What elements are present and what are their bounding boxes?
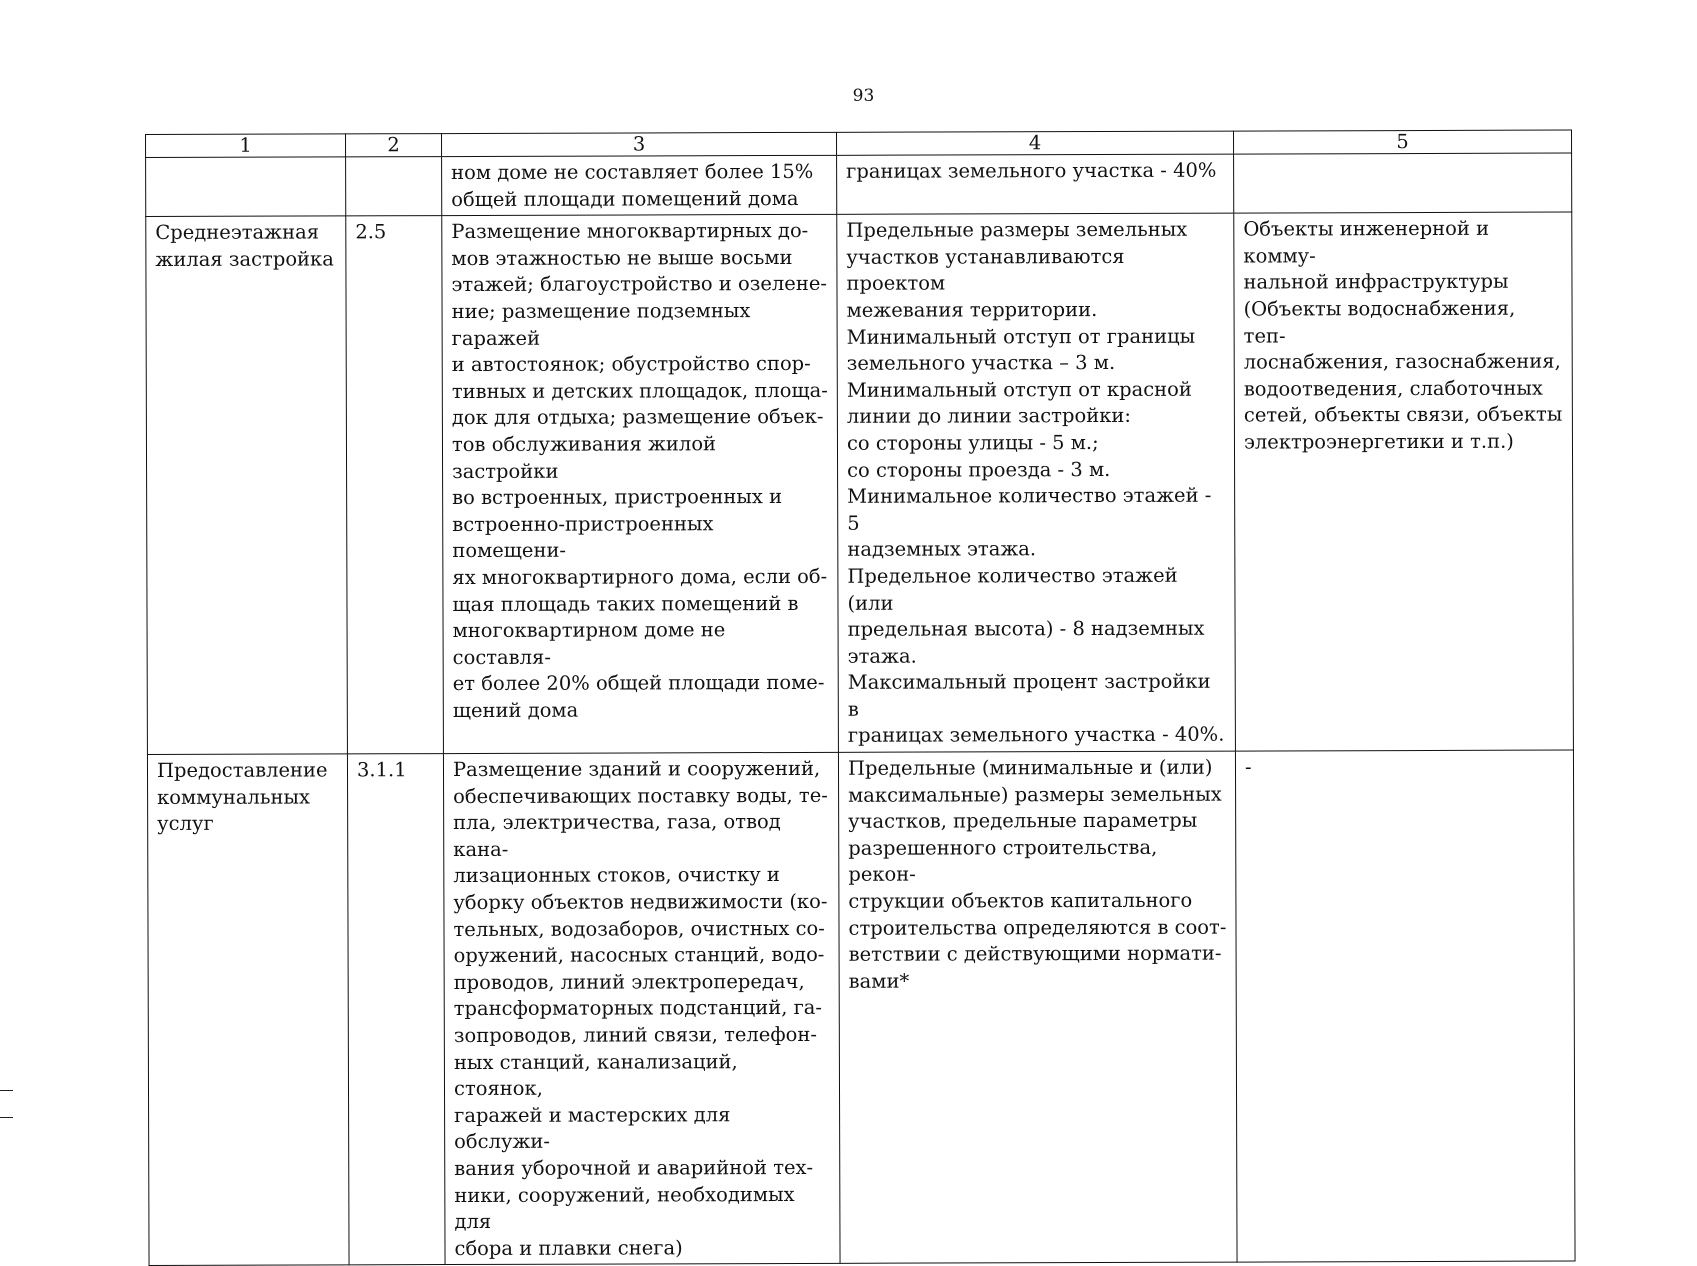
table-row-mid-rise-residential (146, 212, 1574, 754)
table-cell-description: Размещение зданий и сооружений, обеспечивающих поставку воды, те- пла, электричества, газа, отвод кана- лизационных стоков, очистку и уборку объектов недвижимости (ко- тельных, водозаборов, очистных со- оружений, насосных станций, водо- проводов, линий электропередач, трансформаторных подстанций, га- зопроводов, линий связи, телефон- ных станций, канализаций, стоянок, гаражей и мастерских для обслужи- вания уборочной и аварийной тех- ники, сооружений, необходимых для сбора и плавки снега) (443, 752, 840, 1265)
column-header-1: 1 (146, 134, 346, 158)
table-cell-use-type: Предоставление коммунальных услуг (147, 754, 349, 1266)
table-cell-code: 3.1.1 (347, 754, 445, 1266)
table-row-continuation (146, 153, 1572, 217)
table-cell-code (346, 157, 442, 216)
margin-mark (0, 1117, 13, 1118)
table-cell-auxiliary-uses: - (1235, 750, 1575, 1262)
column-header-2: 2 (346, 134, 442, 157)
land-use-table (145, 130, 1576, 1266)
table-cell-parameters: Предельные (минимальные и (или) максимальные) размеры земельных участков, предельные параметры разрешенного строительства, рекон- струкции объектов капитального строительства определяются в соот- ветствии с действующими нормати- вами* (838, 751, 1237, 1264)
column-header-4: 4 (836, 131, 1233, 155)
table-row-utility-services (147, 750, 1575, 1266)
page-number: 93 (852, 86, 875, 106)
table-cell-use-type (146, 157, 346, 217)
table-cell-description: Размещение многоквартирных до- мов этажностью не выше восьми этажей; благоустройство и озелене- ние; размещение подземных гаражей и автостоянок; обустройство спор- тивных и детских площадок, площа- док для отдыха; размещение объек- тов обслуживания жилой застройки во встроенных, пристроенных и встроенно-пристроенных помещени- ях многоквартирного дома, если об- щая площадь таких помещений в многоквартирном доме не составля- ет более 20% общей площади поме- щений дома (442, 215, 839, 754)
table-cell-use-type: Среднеэтажная жилая застройка (146, 216, 348, 755)
table-cell-parameters: Предельные размеры земельных участков устанавливаются проектом межевания территории. Минимальный отступ от границы земельного участка – 3 м. Минимальный отступ от красной линии до линии застройки: со стороны улицы - 5 м.; со стороны проезда - 3 м. Минимальное количество этажей - 5 надземных этажа. Предельное количество этажей (или предельная высота) - 8 надземных этажа. Максимальный процент застройки в границах земельного участка - 40%. (837, 213, 1236, 752)
margin-mark (0, 1090, 13, 1091)
table-cell-code: 2.5 (346, 216, 444, 754)
table-cell-description: ном доме не составляет более 15% общей площади помещений дома (442, 155, 837, 215)
table-cell-parameters: границах земельного участка - 40% (837, 154, 1234, 214)
column-header-3: 3 (442, 132, 837, 156)
table-cell-auxiliary-uses (1234, 153, 1572, 213)
table-cell-auxiliary-uses: Объекты инженерной и комму- нальной инфраструктуры (Объекты водоснабжения, теп- лоснабжения, газоснабжения, водоотведения, слаботочных сетей, объекты связи, объекты электроэнергетики и т.п.) (1234, 212, 1574, 751)
column-header-5: 5 (1233, 130, 1571, 154)
